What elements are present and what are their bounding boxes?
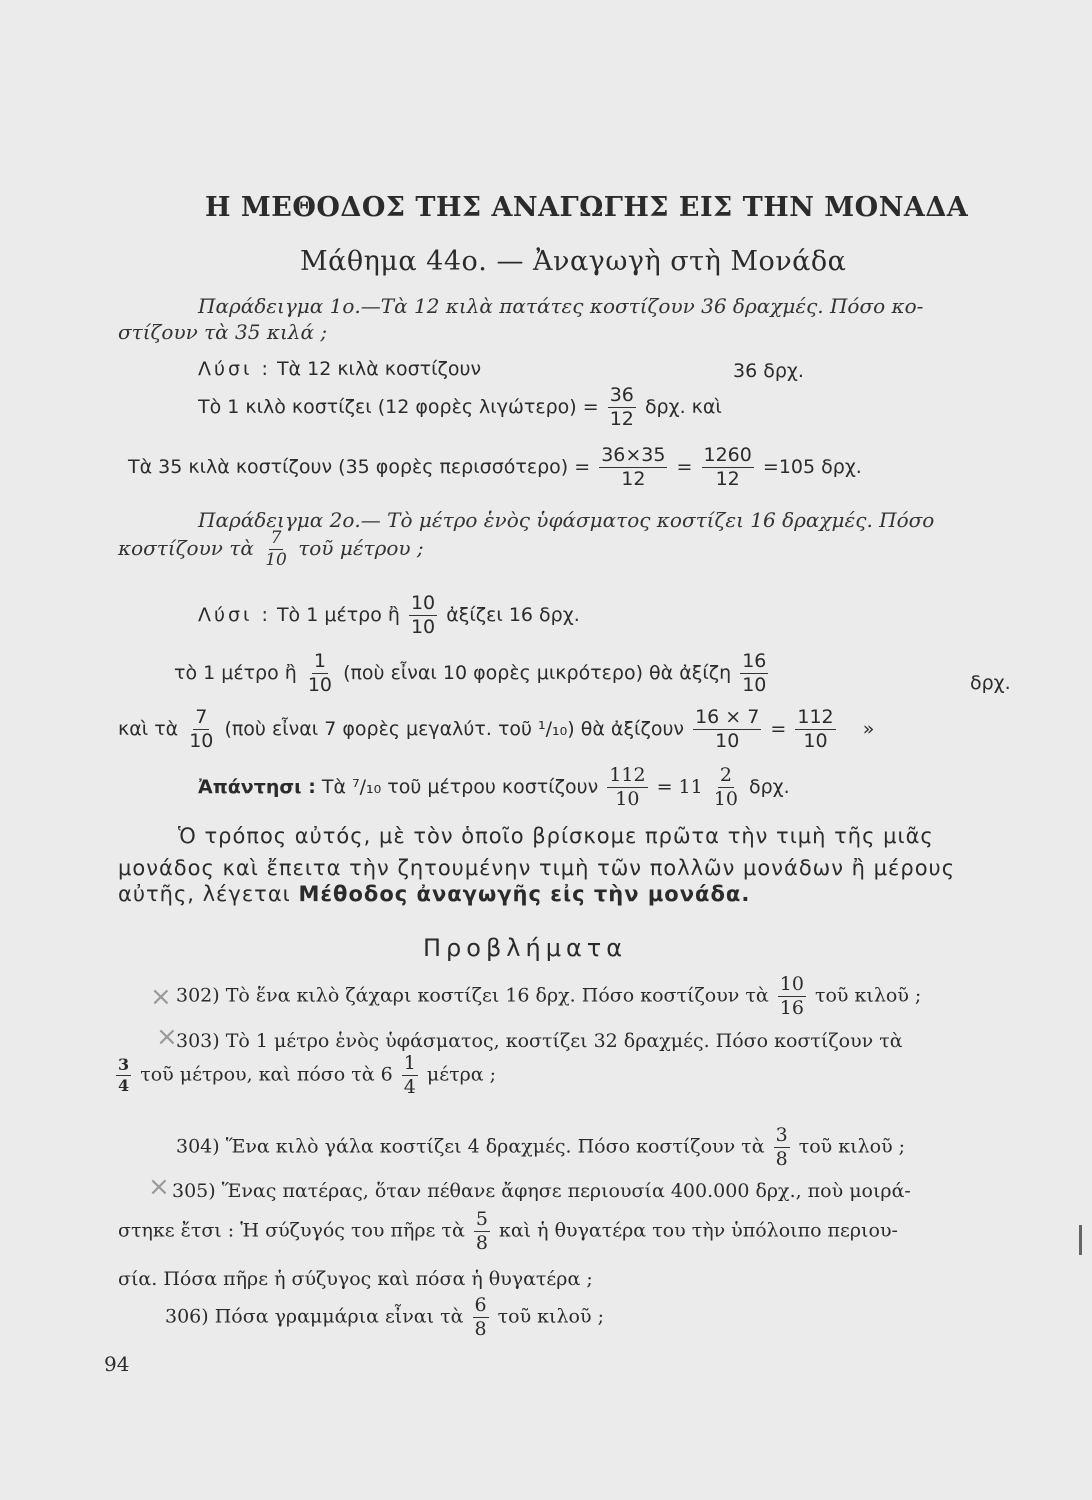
equals-sign-2: = — [770, 718, 787, 740]
paragraph-line2: μονάδος καὶ ἔπειτα τὴν ζητουμένην τιμὴ τῶν πολλῶν μονάδων ἢ μέρους — [118, 856, 956, 880]
lesson-title: Μάθημα 44ο. — Ἀναγωγὴ στὴ Μονάδα — [300, 246, 847, 277]
solution2-line3 — [118, 708, 874, 751]
solution1-label: Λύσι : — [198, 358, 271, 380]
example2-line2 — [118, 530, 424, 569]
fraction-3-8: $\frac{3}{8}$ — [775, 1124, 788, 1170]
solution1-line2 — [198, 386, 722, 429]
solution1-line1-text: Τὰ 12 κιλὰ κοστίζουν — [276, 358, 482, 380]
problem-302-post: τοῦ κιλοῦ ; — [814, 984, 922, 1007]
solution2-line3-pre: καὶ τὰ — [118, 718, 179, 740]
fraction-7-10-b: $\frac{7}{10}$ — [189, 706, 214, 752]
problem-306-post: τοῦ κιλοῦ ; — [497, 1305, 604, 1328]
fraction-16x7-10: $\frac{16 \times 7}{10}$ — [695, 706, 760, 752]
answer-label: Ἀπάντησι : — [198, 776, 316, 798]
fraction-1-10: $\frac{1}{10}$ — [307, 650, 333, 696]
answer-pre: Τὰ ⁷/₁₀ τοῦ μέτρου κοστίζουν — [321, 776, 599, 798]
page-title: Η ΜΕΘΟΔΟΣ ΤΗΣ ΑΝΑΓΩΓΗΣ ΕΙΣ ΤΗΝ ΜΟΝΑΔΑ — [205, 192, 969, 223]
problem-305-line2-pre: στηκε ἔτσι : Ἡ σύζυγός του πῆρε τὰ — [118, 1219, 465, 1242]
answer-tail: δρχ. — [749, 776, 790, 798]
answer-equals: = 11 — [656, 776, 703, 798]
problem-303-line1: 303) Τὸ 1 μέτρο ἑνὸς ὑφάσματος, κοστίζει 32 δραχμές. Πόσο κοστίζουν τὰ — [176, 1030, 903, 1052]
fraction-10-16: $\frac{10}{16}$ — [779, 973, 804, 1019]
solution2-line2-mid: (ποὺ εἶναι 10 φορὲς μικρότερο) θὰ ἀξίζη — [343, 662, 732, 684]
problem-305-line3: σία. Πόσα πῆρε ἡ σύζυγος καὶ πόσα ἡ θυγατέρα ; — [118, 1268, 593, 1290]
problem-302-pre: 302) Τὸ ἕνα κιλὸ ζάχαρι κοστίζει 16 δρχ. Πόσο κοστίζουν τὰ — [176, 984, 769, 1007]
paragraph-line3 — [118, 882, 750, 906]
problem-303-line2-pre: τοῦ μέτρου, καὶ πόσο τὰ 6 — [140, 1063, 393, 1086]
fraction-2-10: $\frac{2}{10}$ — [713, 764, 738, 810]
fraction-1-4: $\frac{1}{4}$ — [403, 1052, 416, 1098]
ditto-mark: » — [862, 718, 875, 740]
problem-305-line1: 305) Ἕνας πατέρας, ὅταν πέθανε ἄφησε περιουσία 400.000 δρχ., ποὺ μοιρά- — [172, 1180, 911, 1202]
fraction-36x35-12: $\frac{36\times 35}{12}$ — [601, 444, 666, 490]
cross-mark-305: × — [148, 1172, 170, 1202]
fraction-16-10: $\frac{16}{10}$ — [742, 650, 767, 696]
problem-304 — [176, 1126, 905, 1169]
solution2-line2 — [174, 652, 771, 695]
problem-303-line2-post: μέτρα ; — [426, 1063, 497, 1086]
problem-305-line2 — [118, 1210, 898, 1253]
page-number: 94 — [104, 1352, 130, 1376]
problem-306-pre: 306) Πόσα γραμμάρια εἶναι τὰ — [165, 1305, 464, 1328]
problem-304-post: τοῦ κιλοῦ ; — [798, 1135, 906, 1158]
solution2-line3-mid: (ποὺ εἶναι 7 φορὲς μεγαλύτ. τοῦ ¹/₁₀) θὰ ἀξίζουν — [224, 718, 685, 740]
fraction-36-12: $\frac{36}{12}$ — [609, 384, 634, 430]
paragraph-line3-pre: αὐτῆς, λέγεται — [118, 882, 291, 906]
paragraph-line1: Ὁ τρόπος αὐτός, μὲ τὸν ὁποῖο βρίσκομε πρῶτα τὴν τιμὴ τῆς μιᾶς — [178, 824, 934, 848]
problem-306 — [165, 1296, 604, 1339]
fraction-112-10-b: $\frac{112}{10}$ — [609, 764, 646, 810]
method-name: Μέθοδος ἀναγωγῆς εἰς τὴν μονάδα. — [298, 882, 751, 906]
solution1-line3-text: Τὰ 35 κιλὰ κοστίζουν (35 φορὲς περισσότερο) = — [128, 456, 591, 478]
fraction-1260-12: $\frac{1260}{12}$ — [703, 444, 752, 490]
fraction-6-8: $\frac{6}{8}$ — [474, 1294, 487, 1340]
fraction-5-8: $\frac{5}{8}$ — [475, 1208, 488, 1254]
cross-mark-303: × — [156, 1022, 178, 1052]
fraction-7-10: $\frac{7}{10}$ — [265, 528, 287, 570]
problem-303-line2 — [113, 1054, 496, 1097]
solution2-line2-tail: δρχ. — [970, 672, 1011, 694]
example1-line2: στίζουν τὰ 35 κιλά ; — [118, 320, 328, 344]
example1-line1: Παράδειγμα 1ο.—Τὰ 12 κιλὰ πατάτες κοστίζουν 36 δραχμές. Πόσο κο- — [198, 294, 924, 318]
page-edge-mark — [1079, 1225, 1092, 1255]
solution2-label: Λύσι : — [198, 604, 271, 626]
problem-302 — [176, 975, 921, 1018]
example2-line1: Παράδειγμα 2ο.— Τὸ μέτρο ἑνὸς ὑφάσματος κοστίζει 16 δραχμές. Πόσο — [198, 508, 935, 532]
problem-304-pre: 304) Ἕνα κιλὸ γάλα κοστίζει 4 δραχμές. Πόσο κοστίζουν τὰ — [176, 1135, 765, 1158]
solution1-line2-tail: δρχ. καὶ — [644, 396, 722, 418]
fraction-10-10: $\frac{10}{10}$ — [410, 592, 436, 638]
answer-line — [198, 766, 790, 809]
solution1-line1 — [198, 358, 481, 380]
handwritten-fraction-3-4: $\frac{3}{4}$ — [118, 1055, 130, 1095]
solution2-line1 — [198, 594, 580, 637]
solution2-line1-post: ἀξίζει 16 δρχ. — [446, 604, 580, 626]
example2-line2-pre: κοστίζουν τὰ — [118, 536, 254, 560]
fraction-112-10: $\frac{112}{10}$ — [797, 706, 834, 752]
solution1-line3-tail: =105 δρχ. — [762, 456, 862, 478]
problems-heading: Προβλήματα — [423, 934, 628, 962]
solution1-line2-text: Τὸ 1 κιλὸ κοστίζει (12 φορὲς λιγώτερο) = — [198, 396, 599, 418]
equals-sign: = — [676, 456, 693, 478]
solution1-line3 — [128, 446, 862, 489]
solution2-line2-pre: τὸ 1 μέτρο ἢ — [174, 662, 297, 684]
example2-line2-post: τοῦ μέτρου ; — [298, 536, 424, 560]
solution1-line1-value: 36 δρχ. — [733, 360, 804, 382]
solution2-line1-pre: Τὸ 1 μέτρο ἢ — [276, 604, 400, 626]
problem-305-line2-post: καὶ ἡ θυγατέρα του τὴν ὑπόλοιπο περιου- — [498, 1219, 898, 1242]
cross-mark-302: × — [150, 982, 172, 1012]
